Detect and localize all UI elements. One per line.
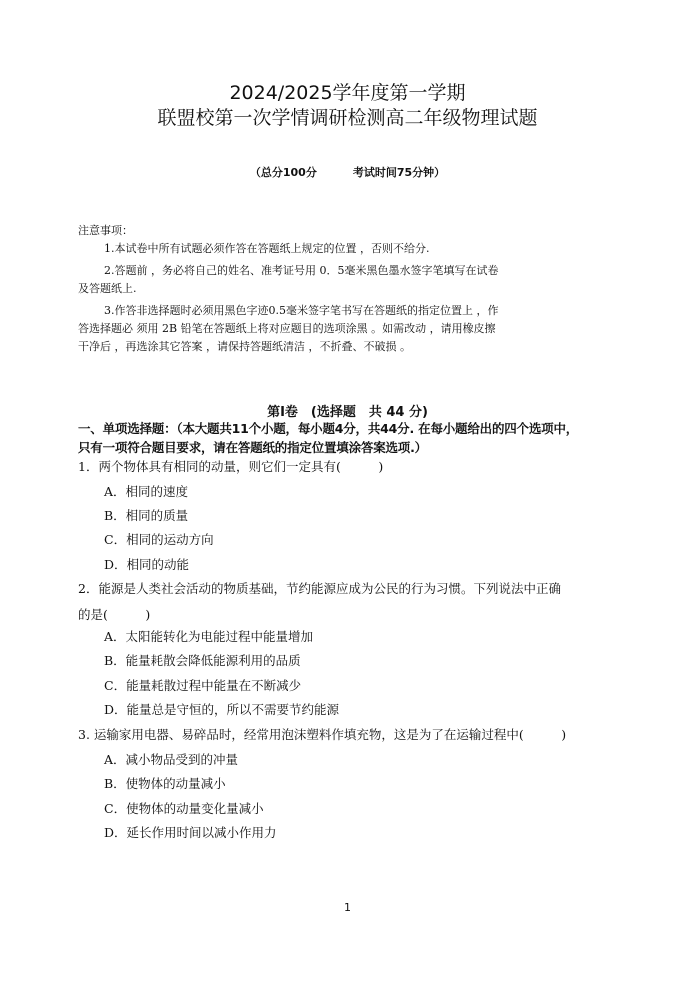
question-1-option-b: B．相同的质量 (104, 508, 189, 523)
question-3-option-b: B．使物体的动量减小 (104, 776, 226, 791)
question-3-option-d: D．延长作用时间以减小作用力 (104, 825, 277, 840)
question-1-option-c: C．相同的运动方向 (104, 532, 214, 547)
section-instructions (78, 419, 638, 457)
notes-heading: 注意事项： (78, 224, 133, 237)
question-2-stem-line2: 的是( ) (78, 607, 151, 622)
note-item-2-line2: 及答题纸上. (78, 282, 137, 295)
exam-meta (0, 164, 695, 180)
question-1-option-d: D．相同的动能 (104, 557, 190, 572)
question-2-option-a: A．太阳能转化为电能过程中能量增加 (104, 629, 314, 644)
question-1-stem: 1．两个物体具有相同的动量，则它们一定具有( ) (78, 459, 384, 474)
exam-time: 考试时间75分钟） (352, 166, 446, 179)
note-item-3-line3: 干净后 ，再选涂其它答案 ，请保持答题纸清洁 ，不折叠、不破损 。 (78, 340, 411, 353)
section-title: 第Ⅰ卷 (选择题 共 44 分) (267, 405, 428, 420)
exam-title-line1: 2024/2025学年度第一学期 (229, 82, 466, 104)
page-number: 1 (344, 901, 351, 914)
notes-block (78, 222, 623, 356)
instructions-line1: 一、单项选择题：（本大题共11个小题，每小题4分，共44分. 在每小题给出的四个选项中， (78, 421, 579, 436)
note-item-1: 1.本试卷中所有试题必须作答在答题纸上规定的位置 ，否则不给分. (104, 242, 430, 255)
instructions-line2: 只有一项符合题目要求，请在答题纸的指定位置填涂答案选项.） (78, 440, 427, 455)
question-3-option-c: C．使物体的动量变化量减小 (104, 801, 264, 816)
total-score: （总分100分 (249, 166, 317, 179)
question-2-stem: 2．能源是人类社会活动的物质基础，节约能源应成为公民的行为习惯。下列说法中正确 (78, 581, 561, 596)
question-3-option-a: A．减小物品受到的冲量 (104, 752, 239, 767)
exam-title-line2: 联盟校第一次学情调研检测高二年级物理试题 (157, 107, 538, 129)
note-item-2-line1: 2.答题前 ，务必将自己的姓名、准考证号用 0．5毫米黑色墨水签字笔填写在试卷 (104, 264, 499, 277)
question-2-option-c: C．能量耗散过程中能量在不断减少 (104, 678, 302, 693)
question-2-option-d: D．能量总是守恒的，所以不需要节约能源 (104, 702, 340, 717)
question-1-option-a: A．相同的速度 (104, 484, 189, 499)
question-3-stem: 3. 运输家用电器、易碎品时，经常用泡沫塑料作填充物，这是为了在运输过程中( ) (78, 727, 567, 742)
note-item-3-line1: 3.作答非选择题时必须用黑色字迹0.5毫米签字笔书写在答题纸的指定位置上 ，作 (104, 304, 499, 317)
question-2-option-b: B．能量耗散会降低能源利用的品质 (104, 653, 301, 668)
note-item-3-line2: 答选择题必 须用 2B 铅笔在答题纸上将对应题目的选项涂黑 。如需改动 ，请用橡皮擦 (78, 322, 496, 335)
